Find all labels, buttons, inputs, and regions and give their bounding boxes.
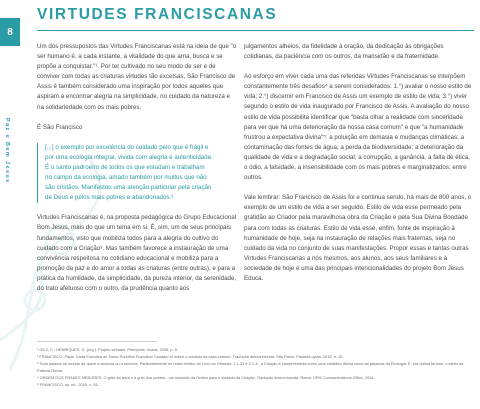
page-title: VIRTUDES FRANCISCANAS <box>37 6 278 23</box>
footnote: ² FRANCISCO, Papa. Carta Encíclica do Sumo Pontífice Francisco 'Laudato si' sobre o cuidado da casa comum. Tradução desconhecida. São Paulo: Paulus/Loyola, 2015, n. 10. <box>37 354 344 359</box>
footnotes <box>37 346 474 388</box>
left-paragraph-2: É São Francisco <box>37 123 83 131</box>
right-paragraph-3: Vale lembrar: São Francisco de Assis foi e continua sendo, há mais de 800 anos, o exemplo de um estilo de vida a ser seguido. Estilo de vida esse permeado pela gratidão ao Criador pela maravilhosa obra da Criação e pela Sua Divina Bondade para com todas as criaturas. Estilo de vida esse, enfim, fonte de inspiração à humanidade de hoje, seja na instauração de relações mais fraternas, seja no cuidado da vida no conjunto de suas manifestações. Propor essas e tantas outras Virtudes Franciscanas a nós mesmos, aos alunos, aos seus familiares e à sociedade de hoje é uma das principais intencionalidades do projeto Bom Jesus Educa. <box>244 194 472 282</box>
title-rule <box>37 30 474 31</box>
footnote: ⁴ ORDEM DOS FRADES MENORES. O grito da terra e o grito dos pobres - um subsídio da Ordem para o cuidado da Criação. Tradução desconhecida. Roma: OFM Communications Office, 2014. <box>37 375 375 380</box>
running-head-text: Paz e Bem Jesus <box>4 118 10 184</box>
footnote: ³ Toda palavra do mundo de quem a anuncia ou a escreve. Particularmente no relato bíblico do Livro do Gênesis: 1.1-31 e 2.1-4., a Criação é compreendida como uma iniciativa divina como as palavras da Ecologia. É, em outros termos, o efeito da Palavra Divina. <box>37 361 464 373</box>
footnote: ¹ GILZ, C.; HENRIQUES, G. (org.). Projeto virtudes. Petrópolis: Vozes, 2008, p. 9. <box>37 347 178 352</box>
left-column <box>37 42 237 294</box>
footnote: ⁵ FRANCISCO, op. cit., 2015, n. 61. <box>37 382 99 387</box>
footnote-rule <box>37 341 157 342</box>
left-paragraph-3: Virtudes Franciscanas é, na proposta pedagógica do Grupo Educacional Bom Jesus, mais do que um tema em si. É, sim, um de seus principais fundamentos, visto que mobiliza todos para a alegria do cultivo do cuidado com a Criação³. Mas também favorece a instauração de uma convivência respeitosa no cotidiano educacional e mobiliza para a promoção da paz e do amor a todas as criaturas (entre outras), e para a prática da humildade, da simplicidade, da pureza interior, da serenidade, do trato afetuoso com o outro, da prudência quanto aos <box>37 214 237 292</box>
page-number-tab <box>0 18 20 46</box>
block-quote: [...] o exemplo por excelência do cuidado pelo que é frágil e por uma ecologia integral, vivida com alegria e autenticidade. É o santo padroeiro de todos os que estudam e trabalham no campo da ecologia, amado também por muitos que não são cristãos. Manifestou uma atenção particular pela criação de Deus e pelos mais pobres e abandonados.² <box>37 143 213 204</box>
right-paragraph-1: julgamentos alheios, da fidelidade à oração, da dedicação às obrigações cotidianas, da paciência com os outros, da mansidão e da fraternidade. <box>244 43 444 61</box>
right-paragraph-2: Ao esforço em viver cada uma das referidas Virtudes Franciscanas se interpõem constantemente três desafios⁴ a serem considerados: 1.°) avaliar o nosso estilo de vida; 2.°) discernir em Francisco de Assis um exemplo de estilo de vida; 3.°) viver segundo o estilo de vida inaugurado por Francisco de Assis. A avaliação do nosso estilo de vida possibilita identificar que "basta olhar a realidade com sinceridade para ver que há uma deterioração da nossa casa comum" e que "a humanidade frustrou a expectativa divina"⁵: a poluição em demasia e mudanças climáticas; a contaminação das fontes de água; a perda da biodiversidade; a deterioração da qualidade de vida e a degradação social; a corrupção, a ganância, a falta de ética, o ódio, a falsidade, a insensibilidade com os mais pobres e marginalizados; entre outros. <box>244 73 472 182</box>
left-paragraph-1: Um dos pressupostos das Virtudes Franciscanas está na ideia de que "o ser humano é, a cada instante, a vitalidade do que ama, busca e se propõe a conquistar."¹. Por ter cultivado no seu modo de ser e de conviver com todas as criaturas virtudes tão excelsas, São Francisco de Assis é também considerado uma inspiração por todos aqueles que aspiram a encontrar alegria na simplicidade, no cuidado da natureza e na solidariedade com os mais pobres. <box>37 43 237 111</box>
page-number: 8 <box>7 26 13 38</box>
right-column <box>244 42 474 284</box>
